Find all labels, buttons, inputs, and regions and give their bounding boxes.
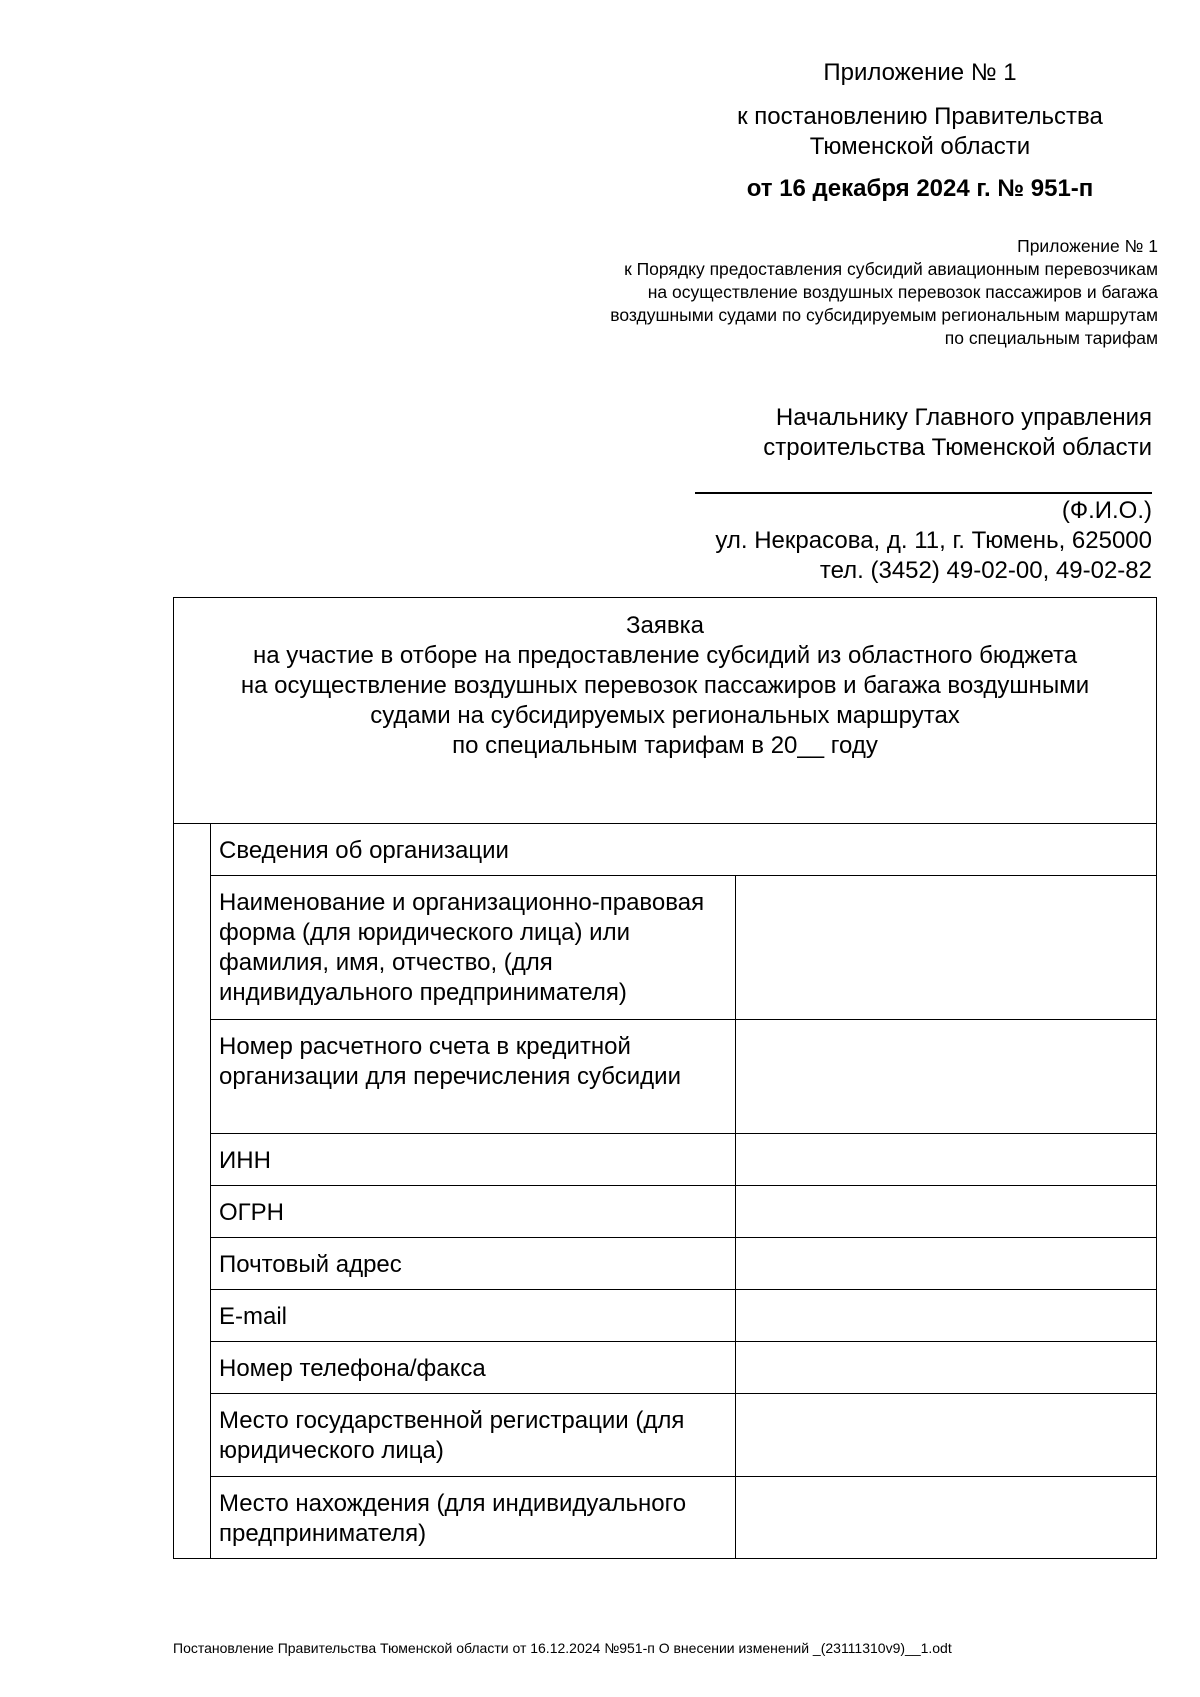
application-subtitle-2: на осуществление воздушных перевозок пассажиров и багажа воздушными [240,672,1090,699]
row-label-email: E-mail [211,1290,736,1341]
row-value-inn[interactable] [736,1134,1156,1185]
table-row [211,876,1156,1020]
note-line-3: на осуществление воздушных перевозок пассажиров и багажа [647,282,1158,302]
note-line-5: по специальным тарифам [944,328,1158,348]
row-value-registration-place[interactable] [736,1394,1156,1476]
application-table [173,597,1157,1559]
note-line-2: к Порядку предоставления субсидий авиационным перевозчикам [624,259,1158,279]
row-value-postal-address[interactable] [736,1238,1156,1289]
addressee-phone: тел. (3452) 49-02-00, 49-02-82 [819,557,1152,584]
fio-caption: (Ф.И.О.) [1061,497,1152,524]
row-value-email[interactable] [736,1290,1156,1341]
row-label-ogrn: ОГРН [211,1186,736,1237]
region-name: Тюменской области [809,133,1031,160]
row-value-ogrn[interactable] [736,1186,1156,1237]
table-row [211,1477,1156,1558]
row-value-account[interactable] [736,1020,1156,1133]
row-value-phone-fax[interactable] [736,1342,1156,1393]
row-label-registration-place: Место государственной регистрации (для юридического лица) [211,1394,736,1476]
table-row [211,1394,1156,1477]
row-label-account: Номер расчетного счета в кредитной организации для перечисления субсидии [211,1020,736,1133]
application-title-cell [174,598,1156,824]
table-row [211,1020,1156,1134]
addressee-address: ул. Некрасова, д. 11, г. Тюмень, 625000 [715,527,1152,554]
note-line-4: воздушными судами по субсидируемым региональным маршрутам [610,305,1158,325]
section-header: Сведения об организации [219,837,509,864]
document-footer: Постановление Правительства Тюменской области от 16.12.2024 №951-п О внесении изменений _(23111310v9)__1.odt [173,1640,952,1656]
table-left-strip [174,824,211,1558]
application-subtitle-3: судами на субсидируемых региональных маршрутах [370,702,960,729]
addressee-line-2: строительства Тюменской области [763,434,1152,461]
note-attachment-number: Приложение № 1 [1017,236,1158,256]
resolution-reference: к постановлению Правительства [737,103,1103,130]
row-label-postal-address: Почтовый адрес [211,1238,736,1289]
row-value-location[interactable] [736,1477,1156,1558]
row-value-name[interactable] [736,876,1156,1019]
application-subtitle-1: на участие в отборе на предоставление субсидий из областного бюджета [252,642,1078,669]
table-row [211,1238,1156,1290]
row-label-phone-fax: Номер телефона/факса [211,1342,736,1393]
table-row [211,1134,1156,1186]
attachment-number: Приложение № 1 [823,59,1017,86]
resolution-date-number: от 16 декабря 2024 г. № 951-п [746,175,1094,202]
section-header-row [211,824,1156,876]
table-row [211,1290,1156,1342]
table-row [211,1342,1156,1394]
fio-signature-line [695,492,1152,494]
addressee-line-1: Начальнику Главного управления [775,404,1152,431]
application-title: Заявка [626,612,704,639]
table-row [211,1186,1156,1238]
row-label-name: Наименование и организационно-правовая форма (для юридического лица) или фамилия, имя, отчество, (для индивидуального предпринимателя) [211,876,736,1019]
row-label-inn: ИНН [211,1134,736,1185]
row-label-location: Место нахождения (для индивидуального предпринимателя) [211,1477,736,1558]
application-subtitle-4: по специальным тарифам в 20__ году [452,732,878,759]
